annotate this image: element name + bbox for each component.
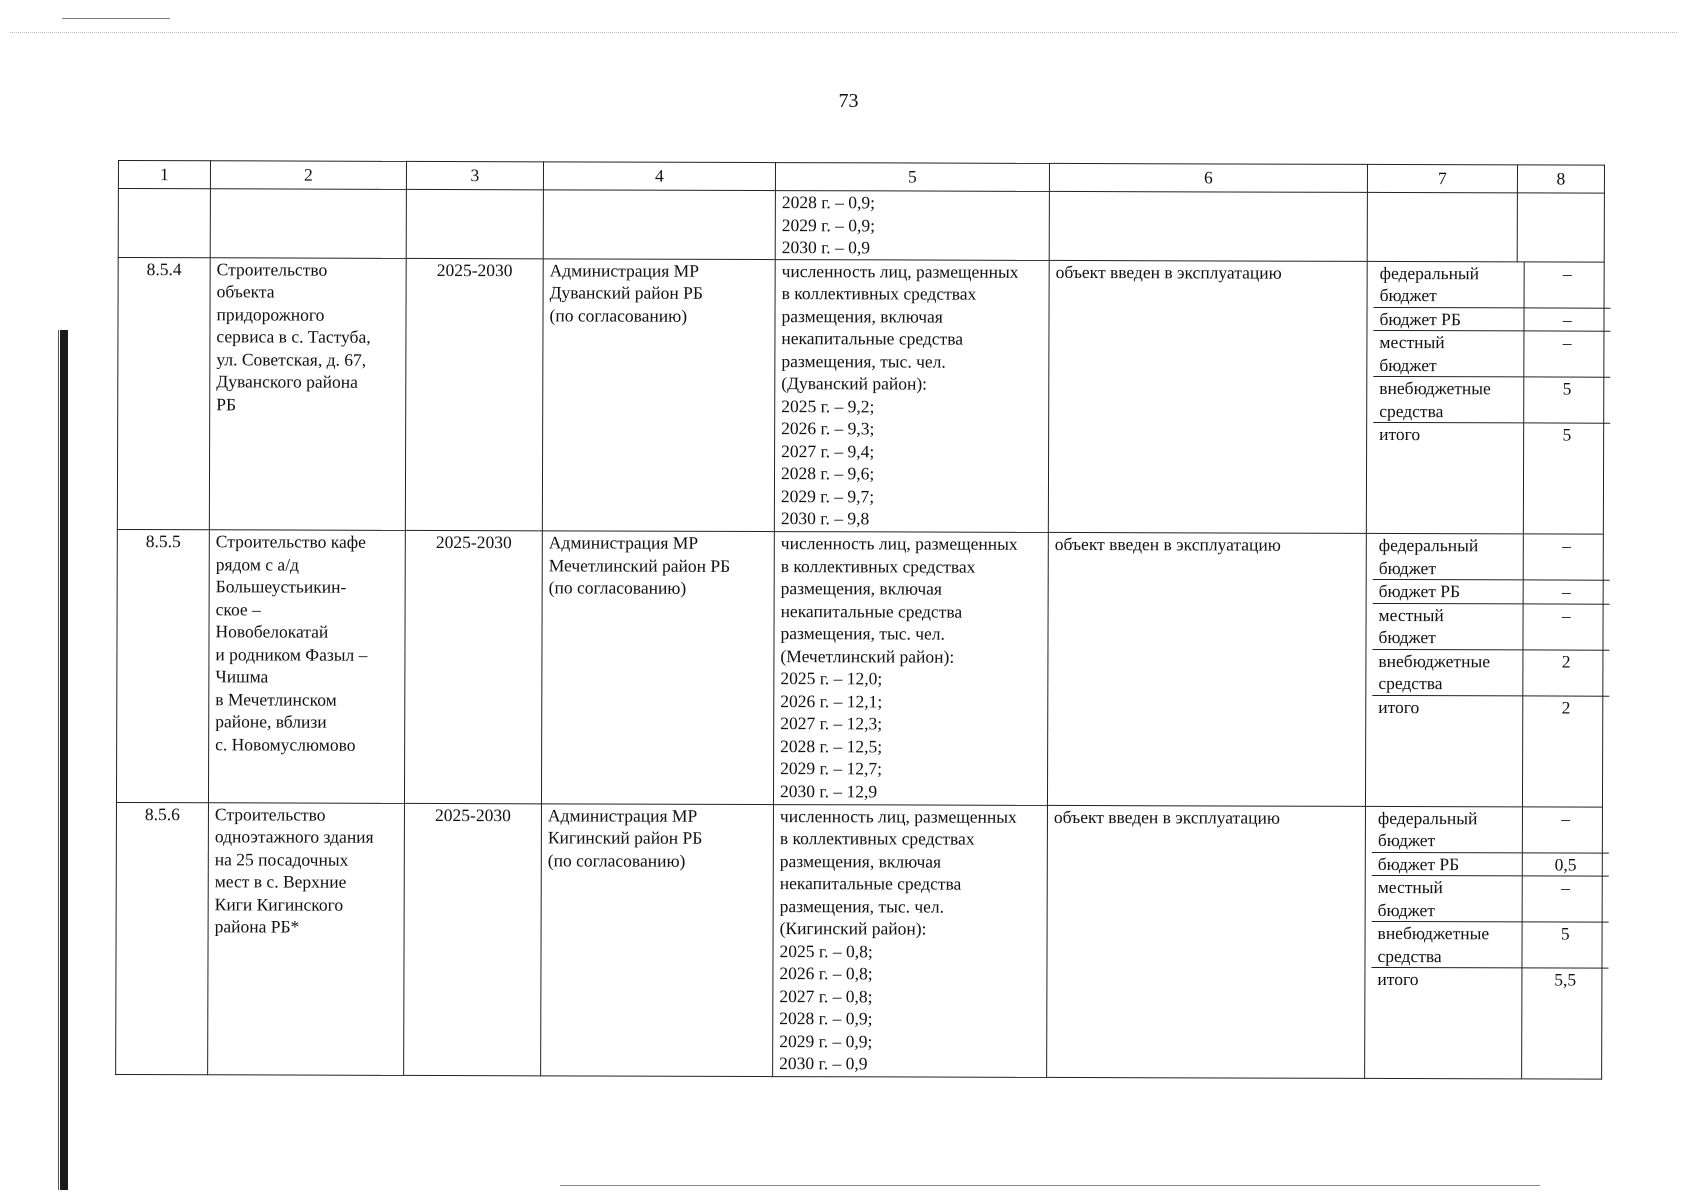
event-name-line: Чишма [215,666,269,687]
event-name-line: одноэтажного здания [214,826,374,847]
funding-source [1372,852,1522,876]
header-col-6: 6 [1049,163,1367,192]
funding-row [1371,921,1608,968]
indicator-line: 2025 г. – 12,0; [780,668,883,689]
funding-source-line: бюджет РБ [1377,853,1460,874]
period: 2025-2030 [405,258,543,531]
funding-amount: – [1522,876,1609,922]
indicator-line: 2029 г. – 0,9; [779,1030,873,1051]
event-name [208,802,405,1075]
indicator-line: 2030 г. – 12,9 [779,780,878,801]
indicator-line: 2025 г. – 0,8; [779,940,873,961]
indicator-line: 2026 г. – 9,3; [781,418,875,439]
executor-line: Администрация МР [547,804,698,826]
event-name-line: Строительство [214,803,326,825]
event-name-line: Строительство [216,258,328,280]
funding-source-line: федеральный [1378,534,1479,556]
event-name-line: Новобелокатай [215,621,329,642]
funding-source-line: бюджет [1377,829,1436,851]
event-name-line: ул. Советская, д. 67, [216,348,367,370]
funding-amount: – [1523,534,1610,580]
executor [541,531,774,804]
funding-row [1372,852,1609,876]
event-name-line: ское – [215,598,261,619]
funding-source-line: внебюджетные [1379,377,1491,399]
cell-empty [210,189,406,258]
funding-source [1373,422,1523,533]
funding-source [1373,534,1523,580]
funding-source-line: бюджет [1378,626,1436,648]
header-col-8: 8 [1517,165,1604,193]
table-row [116,529,1603,806]
funding-block [1365,533,1603,806]
funding-source [1374,261,1524,307]
funding-amount: – [1523,331,1610,377]
indicator-line: 2028 г. – 0,9; [779,1008,873,1029]
funding-source-line: местный [1379,331,1445,353]
funding-source [1372,695,1522,806]
funding-source-line: итого [1377,968,1419,990]
continuation-indicator [775,191,1049,260]
funding-source-line: итого [1378,696,1420,717]
indicator-line: 2027 г. – 12,3; [780,713,883,734]
funding-amount: 2 [1561,697,1571,718]
indicator-line: 2027 г. – 9,4; [781,440,875,461]
event-name-line: района РБ* [214,916,300,937]
executor-line: (по согласованию) [548,577,687,598]
period: 2025-2030 [404,803,542,1076]
indicator-line: 2028 г. – 9,6; [780,463,875,484]
indicator [773,532,1048,805]
funding-amount: 2 [1522,649,1609,695]
header-col-3: 3 [406,161,543,189]
funding-row [1372,806,1609,852]
funding-source-line: средства [1378,672,1443,694]
funding-row [1373,376,1610,423]
indicator-line: численность лиц, размещенных [781,260,1019,282]
cell-empty [406,189,543,258]
funding-source [1371,921,1521,967]
funding-amount: 0,5 [1522,852,1609,876]
event-name-line: РБ [216,393,237,414]
event-name-line: на 25 посадочных [214,848,349,870]
funding-source [1371,967,1521,1078]
table-row [116,802,1603,1079]
continuation-row [118,189,1604,262]
indicator-line: в коллективных средствах [780,555,976,577]
funding-source [1373,376,1523,422]
funding-source [1372,649,1522,695]
indicator-line: численность лиц, размещенных [779,805,1017,827]
page-number: 73 [838,90,859,112]
funding-row [1373,307,1610,331]
funding-amount: 5 [1521,922,1608,968]
executor-line: Дуванский район РБ [549,282,704,303]
funding-row [1372,603,1609,650]
indicator-line: 2025 г. – 9,2; [781,395,875,416]
funding-source [1372,875,1522,921]
event-name-line: в Мечетлинском [215,688,337,710]
header-col-7: 7 [1367,164,1517,192]
indicator-line: (Мечетлинский район): [780,645,955,667]
indicator-line: размещения, включая [779,850,942,872]
event-name-line: рядом с а/д [215,553,300,575]
funding-amount: 5 [1523,377,1610,423]
funding-row [1372,649,1609,696]
funding-row [1373,422,1610,533]
executor [541,803,774,1076]
funding-row [1372,695,1609,806]
indicator-line: размещения, тыс. чел. [781,350,946,372]
event-name-line: Дуванского района [216,371,358,392]
indicator-line: в коллективных средствах [781,283,977,304]
funding-source-line: бюджет РБ [1378,580,1461,602]
funding-source-line: бюджет [1379,284,1437,306]
funding-source [1373,330,1523,376]
header-col-5: 5 [775,163,1049,192]
indicator-line: в коллективных средствах [779,828,975,849]
executor-line: Кигинский район РБ [547,827,703,848]
scan-artifact-dots [10,32,1677,33]
cell-empty [1517,193,1604,262]
scan-artifact-edge [58,330,59,1190]
indicator-line: 2028 г. – 12,5; [780,735,883,756]
funding-source-line: бюджет [1379,354,1437,375]
indicator-line: некапитальные средства [781,328,964,349]
funding-source-line: федеральный [1377,807,1478,828]
period: 2025-2030 [404,530,542,803]
event-name-line: и родником Фазыл – [215,643,368,665]
funding-amount: – [1522,807,1609,853]
indicator-line: численность лиц, размещенных [780,533,1018,554]
indicator-line: 2029 г. – 9,7; [780,485,875,506]
event-name-line: объекта [216,281,275,302]
executor-line: (по согласованию) [549,304,688,326]
cell-empty [543,190,775,259]
row-number: 8.5.6 [116,802,209,1075]
indicator-line: размещения, включая [780,578,943,599]
executor-line: Мечетлинский район РБ [548,554,731,576]
plan-table [115,160,1605,1080]
scan-artifact-bottom-line [560,1185,1540,1186]
funding-source [1373,307,1523,331]
funding-row [1372,875,1609,922]
indicator-line: некапитальные средства [780,600,963,622]
funding-source-line: местный [1378,604,1444,625]
event-name-line: сервиса в с. Тастуба, [216,326,371,347]
funding-source [1372,806,1522,852]
result: объект введен в эксплуатацию [1047,805,1366,1078]
funding-block [1366,261,1604,534]
indicator-line: 2029 г. – 12,7; [780,758,883,779]
funding-source-line: средства [1379,400,1444,421]
funding-amount: 5,5 [1554,969,1577,990]
event-name-line: Киги Кигинского [214,893,344,915]
funding-row [1371,967,1608,1078]
indicator-line: 2027 г. – 0,8; [779,985,873,1006]
funding-source-line: средства [1377,945,1442,966]
header-col-1: 1 [118,161,210,189]
indicator-line: некапитальные средства [779,873,962,894]
funding-source-line: внебюджетные [1377,922,1490,944]
funding-source [1372,603,1522,649]
event-name-line: Большеустьикин- [215,576,347,597]
event-name-line: с. Новомуслюмово [215,733,356,755]
cell-empty [1049,191,1367,260]
funding-source [1373,579,1523,603]
funding-amount: – [1523,307,1610,331]
indicator-line: 2028 г. – 0,9; [781,192,876,213]
indicator-line: 2029 г. – 0,9; [781,214,876,235]
event-name [209,257,406,530]
funding-block [1365,806,1603,1079]
row-number: 8.5.4 [117,257,210,530]
indicator [773,804,1048,1077]
funding-source-line: бюджет [1378,557,1437,578]
scan-artifact-bar [60,330,68,1190]
result: объект введен в эксплуатацию [1047,532,1366,805]
funding-source-line: местный [1377,876,1443,898]
event-name-line: мест в с. Верхние [214,871,347,892]
event-name [208,530,405,803]
funding-amount: – [1524,262,1611,308]
executor-line: Администрация МР [549,259,700,281]
indicator-line: 2030 г. – 9,8 [780,508,870,529]
funding-amount: – [1522,603,1609,649]
executor [542,258,775,531]
indicator-line: (Дуванский район): [781,373,928,394]
funding-source-line: внебюджетные [1378,650,1491,671]
indicator-line: 2026 г. – 0,8; [779,963,873,984]
table-row [117,257,1604,534]
event-name-line: районе, вблизи [215,711,327,732]
executor-line: Администрация МР [548,532,699,553]
header-col-2: 2 [210,161,406,190]
row-number: 8.5.5 [116,529,209,802]
funding-row [1373,330,1610,377]
indicator-line: размещения, включая [781,305,943,327]
funding-row [1374,261,1611,307]
indicator [774,259,1049,532]
scan-artifact-line [62,18,170,19]
funding-table [1373,261,1611,533]
executor-line: (по согласованию) [547,849,686,871]
indicator-line: 2030 г. – 0,9 [781,237,871,258]
indicator-line: размещения, тыс. чел. [779,895,945,917]
funding-amount: 5 [1562,424,1572,445]
indicator-line: (Кигинский район): [779,918,927,939]
funding-row [1373,579,1610,603]
indicator-line: 2026 г. – 12,1; [780,690,883,711]
header-col-4: 4 [543,162,775,191]
cell-empty [118,189,210,258]
indicator-line: размещения, тыс. чел. [780,623,945,644]
funding-source-line: бюджет [1377,899,1435,920]
funding-source-line: итого [1379,423,1421,445]
funding-amount: – [1523,580,1610,604]
funding-row [1373,534,1610,580]
result: объект введен в эксплуатацию [1048,260,1367,533]
cell-empty [1367,192,1517,261]
event-name-line: придорожного [216,303,325,325]
funding-source-line: федеральный [1379,262,1480,283]
funding-source-line: бюджет РБ [1379,308,1461,329]
funding-table [1372,534,1610,806]
event-name-line: Строительство кафе [215,531,366,552]
indicator-line: 2030 г. – 0,9 [779,1053,868,1074]
funding-table [1371,806,1609,1078]
